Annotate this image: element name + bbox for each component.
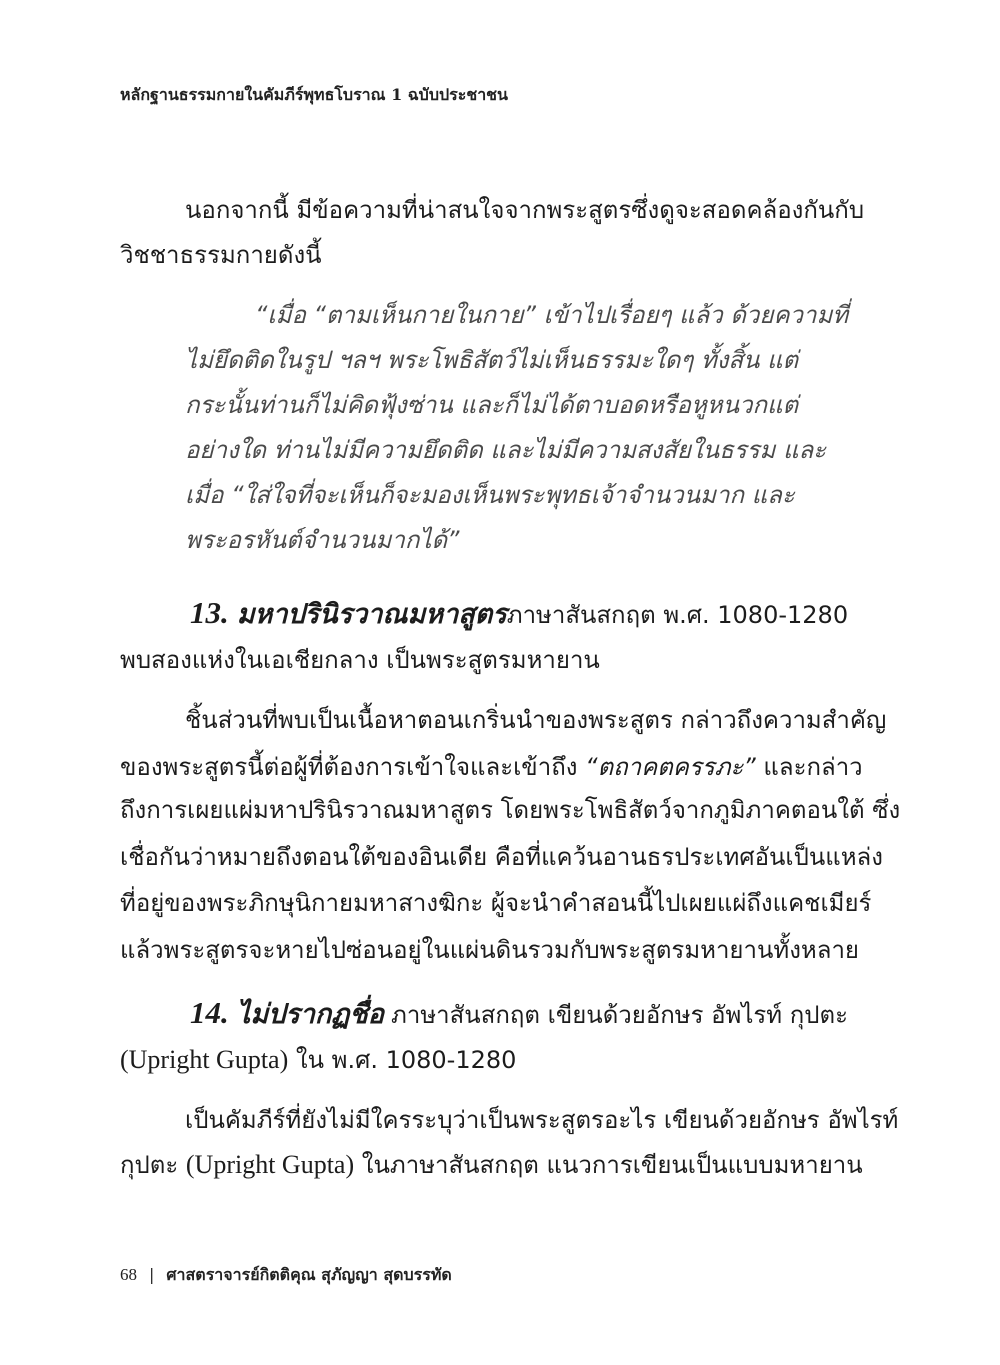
section-meta: ภาษาสันสกฤต พ.ศ. 1080-1280 [506, 601, 849, 629]
paragraph-line: ชิ้นส่วนที่พบเป็นเนื้อหาตอนเกริ่นนำของพระสูตร กล่าวถึงความสำคัญ [185, 706, 887, 734]
paragraph-line: นอกจากนี้ มีข้อความที่น่าสนใจจากพระสูตรซึ่งดูจะสอดคล้องกันกับ [185, 196, 865, 224]
paragraph-line: วิชชาธรรมกายดังนี้ [120, 241, 322, 269]
section-heading-title-group [190, 588, 507, 643]
section-title: มหาปรินิรวาณมหาสูตร [236, 599, 507, 630]
paragraph-line: แล้วพระสูตรจะหายไปซ่อนอยู่ในแผ่นดินรวมกับพระสูตรมหายานทั้งหลาย [120, 936, 859, 964]
section-heading [190, 588, 848, 638]
quote-line: เมื่อ “ใส่ใจที่จะเห็นก็จะมองเห็นพระพุทธเจ้าจำนวนมาก และ [185, 481, 795, 509]
section-meta-line [120, 1038, 848, 1082]
footer-separator: | [149, 1265, 155, 1284]
quote-line: พระอรหันต์จำนวนมากได้” [185, 526, 460, 554]
section-meta: ภาษาสันสกฤต เขียนด้วยอักษร อัพไรท์ กุปตะ [391, 1001, 848, 1029]
section-number: 14. [190, 995, 229, 1030]
author-name: ศาสตราจารย์กิตติคุณ สุภัญญา สุดบรรทัด [166, 1265, 452, 1284]
body-text: ของพระสูตรนี้ต่อผู้ที่ต้องการเข้าใจและเข้าถึง [120, 753, 578, 781]
paragraph-line [120, 1143, 863, 1187]
paragraph-line [120, 745, 863, 789]
body-text: กุปตะ [120, 1151, 179, 1179]
body-text: ใน พ.ศ. 1080-1280 [295, 1046, 517, 1074]
quote-line: อย่างใด ท่านไม่มีความยึดติด และไม่มีความสงสัยในธรรม และ [185, 436, 827, 464]
quote-line: “เมื่อ “ตามเห็นกายในกาย” เข้าไปเรื่อยๆ แล้ว ด้วยความที่ [255, 301, 849, 329]
section-number: 13. [190, 595, 229, 630]
running-header: หลักฐานธรรมกายในคัมภีร์พุทธโบราณ 1 ฉบับประชาชน [120, 85, 508, 104]
paragraph-line: เชื่อกันว่าหมายถึงตอนใต้ของอินเดีย คือที่แคว้นอานธรประเทศอันเป็นแหล่ง [120, 843, 883, 871]
latin-term: (Upright Gupta) [120, 1045, 289, 1074]
section-heading [190, 988, 848, 1038]
paragraph-line: เป็นคัมภีร์ที่ยังไม่มีใครระบุว่าเป็นพระสูตรอะไร เขียนด้วยอักษร อัพไรท์ [185, 1106, 899, 1134]
quote-line: กระนั้นท่านก็ไม่คิดฟุ้งซ่าน และก็ไม่ได้ตาบอดหรือหูหนวกแต่ [185, 391, 799, 419]
section-heading-title-group [190, 988, 384, 1043]
body-text: ในภาษาสันสกฤต แนวการเขียนเป็นแบบมหายาน [361, 1151, 863, 1179]
page-number: 68 [120, 1265, 137, 1284]
section-title: ไม่ปรากฏชื่อ [236, 999, 384, 1030]
paragraph-line: ถึงการเผยแผ่มหาปรินิรวาณมหาสูตร โดยพระโพธิสัตว์จากภูมิภาคตอนใต้ ซึ่ง [120, 796, 901, 824]
quote-line: ไม่ยึดติดในรูป ฯลฯ พระโพธิสัตว์ไม่เห็นธรรมะใดๆ ทั้งสิ้น แต่ [185, 346, 799, 374]
page-footer [120, 1262, 452, 1288]
latin-term: (Upright Gupta) [185, 1150, 355, 1179]
section-meta-line: พบสองแห่งในเอเชียกลาง เป็นพระสูตรมหายาน [120, 646, 600, 674]
paragraph-line: ที่อยู่ของพระภิกษุนิกายมหาสางฆิกะ ผู้จะนำคำสอนนี้ไปเผยแผ่ถึงแคชเมียร์ [120, 889, 872, 917]
body-text: และกล่าว [763, 753, 863, 781]
emphasized-term: “ตถาคตครรภะ” [585, 753, 756, 781]
